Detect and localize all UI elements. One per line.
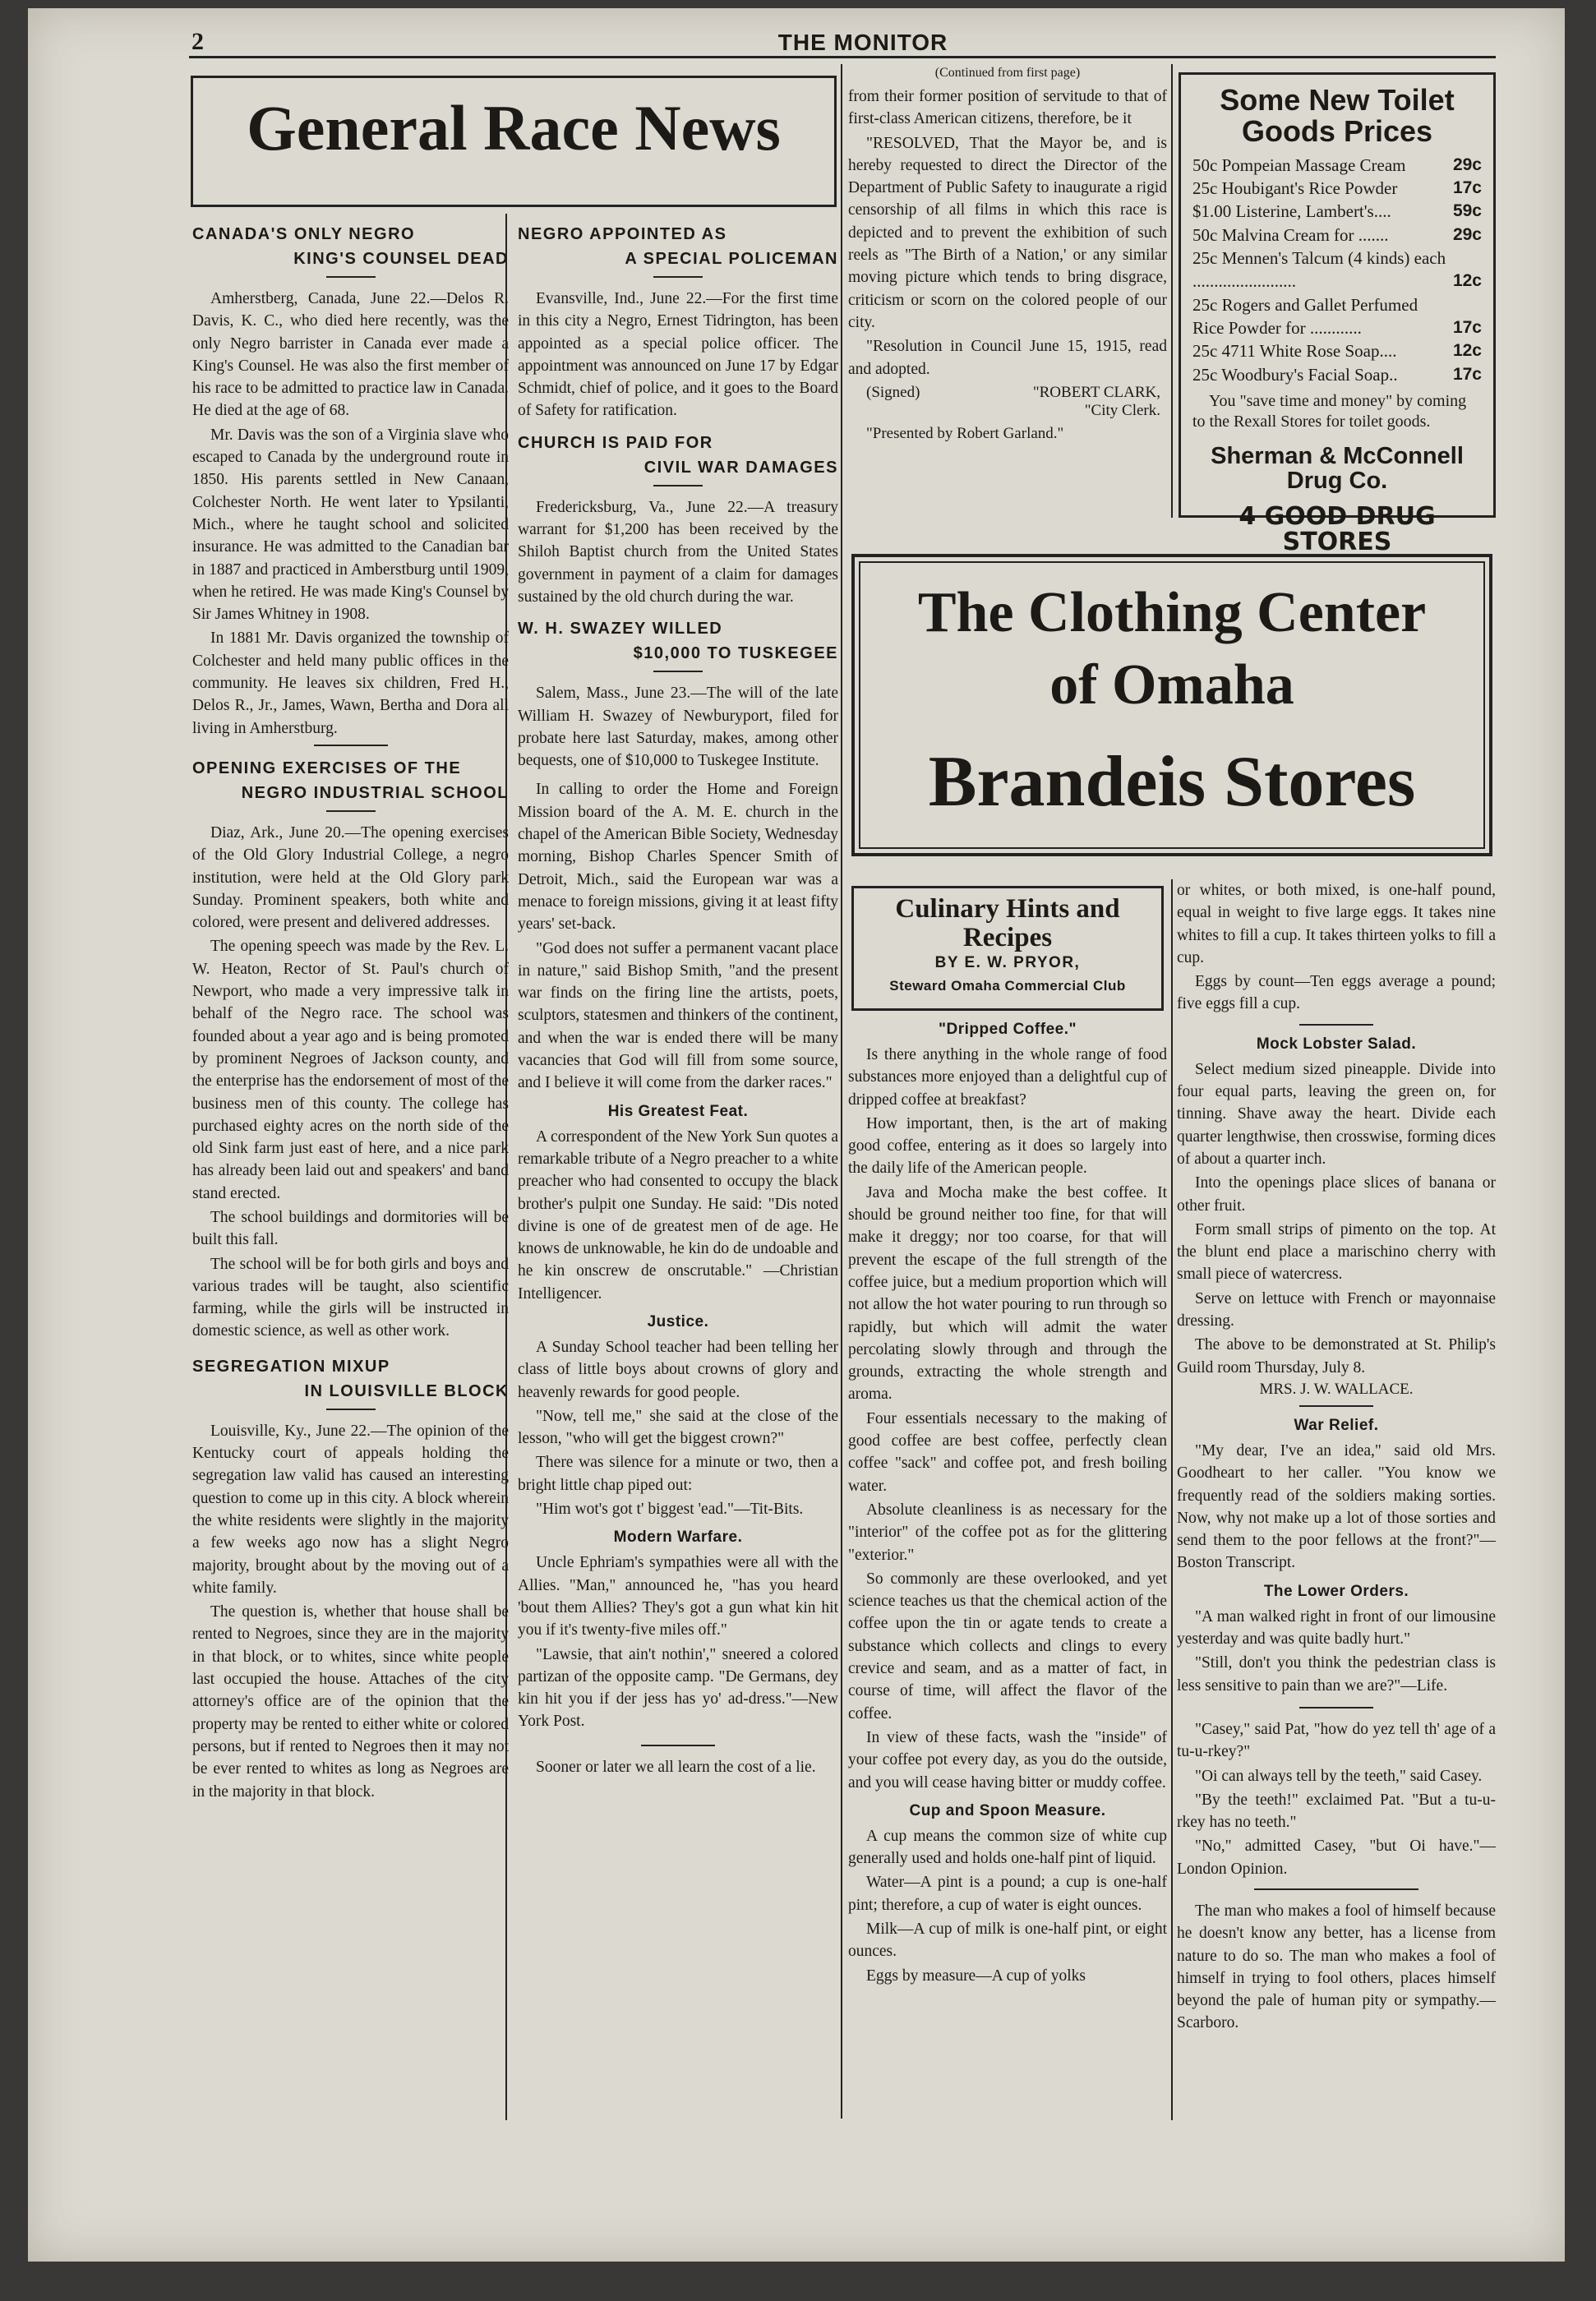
paragraph: "God does not suffer a permanent vacant place in nature," said Bishop Smith, "and the present war finds on the firing line the artists, poets, sculptors, statesmen and thinkers of the continent, and when the war is ended there will be many vacancies that God will fill from some source, and I believe it will come from the darker races." <box>518 939 838 1092</box>
product-name: 25c Mennen's Talcum (4 kinds) each ........................ <box>1192 247 1446 292</box>
headline <box>518 222 838 271</box>
culinary-header <box>851 886 1164 1011</box>
paragraph: "Resolution in Council June 15, 1915, read and adopted. <box>848 338 1167 378</box>
headline <box>192 1354 509 1404</box>
paragraph: A correspondent of the New York Sun quotes a remarkable tribute of a Negro preacher to a white preacher who had consented to occupy the black brother's pulpit one Sunday. He said: "Dis noted divine is one of de greatest men of de age. He knows de unknowable, he kin do de undoable and he kin onscrew de onscrutable." —Christian Intelligencer. <box>518 1127 838 1303</box>
paragraph: Diaz, Ark., June 20.—The opening exercises of the Old Glory Industrial College, a negro institution, were held at the Old Glory park Sunday. Prominent speakers, both white and colored, were present and delivered addresses. <box>192 823 509 932</box>
divider <box>641 1745 715 1746</box>
recipe-signature: MRS. J. W. WALLACE. <box>1259 1380 1414 1398</box>
store-name: Drug Co. <box>1286 468 1388 495</box>
paragraph: or whites, or both mixed, is one-half pound, equal in weight to five large eggs. It takes nine whites to fill a cup. It takes thirteen yolks to fill a cup. <box>1177 882 1496 966</box>
feature-title: Culinary Hints and <box>895 894 1120 924</box>
product-price: 12c <box>1452 341 1482 361</box>
divider <box>326 1409 376 1410</box>
product-price: 12c <box>1452 271 1482 291</box>
price-row <box>1192 293 1482 340</box>
article-heading: "Dripped Coffee." <box>939 1021 1077 1038</box>
paragraph: A Sunday School teacher had been telling her class of little boys about crowns of glory and heavenly rewards for good people. <box>518 1338 838 1401</box>
product-name: 50c Pompeian Massage Cream <box>1192 154 1406 175</box>
signer-name: "ROBERT CLARK, <box>1032 383 1160 401</box>
paragraph: "Now, tell me," she said at the close of the lesson, "who will get the biggest crown?" <box>518 1407 838 1448</box>
signature-line <box>848 384 1167 402</box>
paragraph: "Oi can always tell by the teeth," said Casey. <box>1195 1767 1483 1785</box>
paragraph: "Lawsie, that ain't nothin'," sneered a colored partizan of the opposite camp. "De Germans, dey kin hit you if der jess has yo' ad-dress."—New York Post. <box>518 1645 838 1731</box>
paragraph: In 1881 Mr. Davis organized the township of Colchester and held many public offices in the community. He leaves six children, Fred H., Delos R., Jr., James, Wawn, Bertha and Dora all living in Amherstburg. <box>192 629 509 737</box>
divider <box>326 276 376 278</box>
product-price: 17c <box>1452 178 1482 197</box>
paragraph: Sooner or later we all learn the cost of a lie. <box>536 1758 816 1776</box>
price-row <box>1192 200 1482 223</box>
headline-line: $10,000 TO TUSKEGEE <box>633 644 838 663</box>
product-name: 25c Rogers and Gallet Perfumed Rice Powder for ............ <box>1192 294 1418 338</box>
brandeis-ad <box>851 554 1492 856</box>
divider <box>1299 1707 1373 1708</box>
headline-line: NEGRO INDUSTRIAL SCHOOL <box>241 783 509 802</box>
section-title-box <box>191 76 837 207</box>
article-heading: Mock Lobster Salad. <box>1256 1035 1417 1053</box>
paragraph: The above to be demonstrated at St. Philip's Guild room Thursday, July 8. <box>1177 1336 1496 1376</box>
paragraph: The question is, whether that house shall be rented to Negroes, since they are in the majority in that block, or to whites, since white people last occupied the house. Attaches of the city attorney's office are of the opinion that the property may be rented to either white or colored persons, but if rented to Negroes then it may not be ever rented to whites as long as Negroes are in the majority in that block. <box>192 1603 509 1801</box>
paragraph: The school will be for both girls and boys and various trades will be taught, also scientific farming, while the girls will be instructed in domestic science, as well as other work. <box>192 1255 509 1340</box>
paragraph: So commonly are these overlooked, and yet science teaches us that the chemical action of the coffee upon the tin or agate tends to create a substance which collects and clings to every crevice and seam, and as a matter of fact, in course of time, will affect the flavor of the coffee. <box>848 1570 1167 1722</box>
article-heading: Justice. <box>647 1312 709 1330</box>
continued-article <box>848 66 1167 526</box>
ad-title: Some New Toilet <box>1220 83 1455 117</box>
store-name: Sherman & McConnell <box>1211 443 1464 470</box>
paragraph: How important, then, is the art of making good coffee, entering as it does so largely into the daily life of the American people. <box>848 1114 1167 1178</box>
byline-title: Steward Omaha Commercial Club <box>889 977 1126 994</box>
paragraph: Evansville, Ind., June 22.—For the first time in this city a Negro, Ernest Tidrington, has been appointed as a special police officer. The appointment was announced on June 17 by Edgar Schmidt, chief of police, and it goes to the Board of Safety for ratification. <box>518 290 838 420</box>
price-row <box>1192 154 1482 177</box>
paragraph: "Him wot's got t' biggest 'ead."—Tit-Bits. <box>536 1501 804 1519</box>
article-heading: The Lower Orders. <box>1263 1582 1409 1600</box>
article-heading: Modern Warfare. <box>613 1529 743 1547</box>
ad-title: Goods Prices <box>1241 113 1433 148</box>
paragraph: There was silence for a minute or two, then a bright little chap piped out: <box>518 1454 838 1494</box>
byline: BY E. W. PRYOR, <box>934 954 1081 972</box>
ad-tagline: You "save time and money" by coming to the Rexall Stores for toilet goods. <box>1192 392 1467 431</box>
headline-line: OPENING EXERCISES OF THE <box>192 759 462 777</box>
price-row <box>1192 224 1482 247</box>
headline <box>518 616 838 666</box>
headline-line: NEGRO APPOINTED AS <box>518 225 727 243</box>
divider <box>326 810 376 812</box>
headline <box>192 756 509 805</box>
divider <box>653 276 703 278</box>
ad-headline: of Omaha <box>1049 652 1294 717</box>
price-row <box>1192 363 1482 386</box>
column-rule <box>841 64 842 2119</box>
paragraph: Louisville, Ky., June 22.—The opinion of the Kentucky court of appeals holding the segregation law valid has caused an interesting question to come up in this city. A block wherein the white residents were slightly in the majority a few weeks ago now has a slight Negro majority, brought about by the moving out of a white family. <box>192 1422 509 1597</box>
paragraph: Salem, Mass., June 23.—The will of the late William H. Swazey of Newburyport, filed for probate here last Saturday, makes, among other bequests, one of $10,000 to Tuskegee Institute. <box>518 685 838 770</box>
store-name: Brandeis Stores <box>928 742 1416 822</box>
headline-line: CANADA'S ONLY NEGRO <box>192 225 416 243</box>
column-5 <box>1177 879 1496 2112</box>
paragraph: "No," admitted Casey, "but Oi have."—London Opinion. <box>1177 1838 1496 1878</box>
paragraph: "A man walked right in front of our limousine yesterday and was quite badly hurt." <box>1177 1607 1496 1649</box>
price-row <box>1192 339 1482 362</box>
section-title: General Race News <box>247 92 781 164</box>
product-price: 29c <box>1452 154 1482 174</box>
paragraph: A cup means the common size of white cup generally used and holds one-half pint of liquid. <box>848 1827 1167 1868</box>
paragraph: The opening speech was made by the Rev. L. W. Heaton, Rector of St. Paul's church of Newport, who made a very impressive talk in behalf of the Negro race. The school was founded about a year ago and is being promoted by prominent Negroes of Jackson county, and the enterprise has the endorsement of most of the business men of this county. The college has purchased eighty acres on the north side of the old Sink farm just east of here, and a nice park has already been laid out and speakers' and band stand erected. <box>192 938 509 1202</box>
paragraph: In calling to order the Home and Foreign Mission board of the A. M. E. church in the chapel of the American Bible Society, Wednesday morning, Bishop Charles Spencer Smith of Detroit, Mich., said the European war was a menace to foreign missions, giving it at least fifty years' set-back. <box>518 781 838 934</box>
paragraph: Eggs by measure—A cup of yolks <box>866 1967 1086 1985</box>
paragraph: from their former position of servitude to that of first-class American citizens, therefore, be it <box>848 88 1167 128</box>
divider <box>1254 1888 1418 1890</box>
paragraph: Milk—A cup of milk is one-half pint, or eight ounces. <box>848 1920 1167 1961</box>
feature-title: Recipes <box>962 922 1053 952</box>
divider <box>314 745 388 746</box>
headline-line: W. H. SWAZEY WILLED <box>518 620 723 639</box>
paragraph: Amherstberg, Canada, June 22.—Delos R. Davis, K. C., who died here recently, was the only Negro barrister in Canada ever made a King's Counsel. He was also the first member of his race to be admitted to practice law in Canada. He died at the age of 68. <box>192 290 509 420</box>
price-row <box>1192 177 1482 200</box>
headline-line: IN LOUISVILLE BLOCK <box>304 1381 509 1400</box>
paragraph: Absolute cleanliness is as necessary for the "interior" of the coffee pot as for the glittering "exterior." <box>848 1501 1167 1564</box>
divider <box>1299 1405 1373 1407</box>
signed-label: (Signed) <box>866 383 920 401</box>
article-heading: Cup and Spoon Measure. <box>909 1801 1106 1819</box>
price-list <box>1192 154 1482 386</box>
toilet-goods-ad <box>1179 72 1496 557</box>
paragraph: Fredericksburg, Va., June 22.—A treasury warrant for $1,200 has been received by the Shiloh Baptist church from the United States government in payment of a claim for damages sustained by the old church during the war. <box>518 498 838 606</box>
paragraph: Select medium sized pineapple. Divide into four equal parts, leaving the green on, for tinning. Shave away the heart. Divide each quarter lengthwise, then crosswise, forming dices of about a quarter inch. <box>1177 1060 1496 1168</box>
paragraph: The man who makes a fool of himself because he doesn't know any better, has a license from nature to do so. The man who makes a fool of himself in trying to fool others, places himself beyond the pale of human pity or sympathy.—Scarboro. <box>1177 1902 1496 2032</box>
product-name: 25c Woodbury's Facial Soap.. <box>1192 364 1398 385</box>
headline-line: SEGREGATION MIXUP <box>192 1357 390 1376</box>
signer-title: "City Clerk. <box>1084 401 1160 419</box>
column-rule <box>1171 64 1173 518</box>
headline-line: KING'S COUNSEL DEAD <box>293 250 509 268</box>
product-price: 29c <box>1452 224 1482 244</box>
paragraph: Is there anything in the whole range of food substances more enjoyed than a delightful cup of dripped coffee at breakfast? <box>848 1046 1167 1109</box>
article-heading: War Relief. <box>1294 1416 1379 1434</box>
headline <box>518 431 838 480</box>
continued-note: (Continued from first page) <box>934 66 1081 80</box>
headline-line: A SPECIAL POLICEMAN <box>625 250 838 268</box>
paragraph: In view of these facts, wash the "inside" of your coffee pot every day, as you do the outside, and you will cease having bitter or muddy coffee. <box>848 1728 1167 1791</box>
headline-line: CIVIL WAR DAMAGES <box>643 458 838 477</box>
masthead: THE MONITOR <box>777 30 948 55</box>
header-rule <box>189 56 1496 58</box>
column-rule <box>1171 879 1173 2120</box>
product-price: 17c <box>1452 318 1482 337</box>
product-price: 59c <box>1452 201 1482 221</box>
divider <box>1299 1024 1373 1026</box>
presented-by: "Presented by Robert Garland." <box>866 424 1064 442</box>
price-row <box>1192 247 1482 293</box>
column-1 <box>192 222 509 2112</box>
product-name: 25c Houbigant's Rice Powder <box>1192 178 1398 198</box>
page-number: 2 <box>191 28 204 55</box>
paragraph: Java and Mocha make the best coffee. It should be ground neither too fine, for that will make it dreggy; nor too coarse, for that will prevent the escape of the full strength of the coffee juice, but a medium proportion which will not allow the hot water pouring to run through so rapidly, but which will admit the water percolating slowly through and through the grounds, extracting the whole strength and aroma. <box>848 1183 1167 1404</box>
column-2 <box>518 222 838 2112</box>
brandeis-inner-frame <box>859 561 1485 849</box>
paragraph: The school buildings and dormitories will be built this fall. <box>192 1208 509 1249</box>
paragraph: Serve on lettuce with French or mayonnaise dressing. <box>1177 1289 1496 1330</box>
paragraph: "By the teeth!" exclaimed Pat. "But a tu-u-rkey has no teeth." <box>1177 1791 1496 1832</box>
paragraph: Four essentials necessary to the making of good coffee are best coffee, perfectly clean coffee "sack" and coffee pot, and fresh boiling water. <box>848 1409 1167 1495</box>
paragraph: Eggs by count—Ten eggs average a pound; five eggs fill a cup. <box>1177 973 1496 1013</box>
headline-line: CHURCH IS PAID FOR <box>518 433 713 452</box>
headline <box>192 222 509 271</box>
paragraph: "RESOLVED, That the Mayor be, and is hereby requested to direct the Director of the Department of Public Safety to inaugurate a rigid censorship of all films in which this race is depicted and to prevent the exhibition of such reels as "The Birth of a Nation,' or any similar moving picture which tends to bring disgrace, criticism or scorn on the colored people of our city. <box>848 134 1167 331</box>
article-heading: His Greatest Feat. <box>607 1102 749 1120</box>
paragraph: Into the openings place slices of banana or other fruit. <box>1177 1174 1496 1215</box>
store-count: 4 GOOD DRUG STORES <box>1239 501 1436 557</box>
product-name: 25c 4711 White Rose Soap.... <box>1192 341 1397 362</box>
product-name: $1.00 Listerine, Lambert's.... <box>1192 201 1391 222</box>
paragraph: "My dear, I've an idea," said old Mrs. Goodheart to her caller. "You know we frequently read of the soldiers making sorties. Now, why not make up a lot of those sorties and send them to the poor fellows at the front?"—Boston Transcript. <box>1177 1441 1496 1572</box>
ad-headline: The Clothing Center <box>917 581 1427 644</box>
paragraph: "Still, don't you think the pedestrian class is less sensitive to pain than we are?"—Life. <box>1177 1654 1496 1695</box>
paragraph: "Casey," said Pat, "how do yez tell th' age of a tu-u-rkey?" <box>1177 1720 1496 1761</box>
paragraph: Uncle Ephriam's sympathies were all with the Allies. "Man," announced he, "has you heard 'bout them Allies? They's got a gun what kin hit you if it's twenty-five miles off." <box>518 1554 838 1639</box>
paragraph: Form small strips of pimento on the top. At the blunt end place a marischino cherry with small piece of watercress. <box>1177 1220 1496 1284</box>
paragraph: Mr. Davis was the son of a Virginia slave who escaped to Canada by the underground route in 1850. His parents settled in New Canaan, Colchester North. He went later to Ypsilanti, Mich., where he taught school and solicited insurance. He was admitted to the Canadian bar in 1887 and practiced in Amberstburg until 1909, when he retired. He was made King's Counsel by Sir James Whitney in 1908. <box>192 426 509 624</box>
paragraph: Water—A pint is a pound; a cup is one-half pint; therefore, a cup of water is eight ounces. <box>848 1874 1167 1914</box>
column-4 <box>848 1019 1167 2112</box>
divider <box>653 485 703 486</box>
product-name: 50c Malvina Cream for ....... <box>1192 224 1389 245</box>
product-price: 17c <box>1452 364 1482 384</box>
divider <box>653 671 703 672</box>
